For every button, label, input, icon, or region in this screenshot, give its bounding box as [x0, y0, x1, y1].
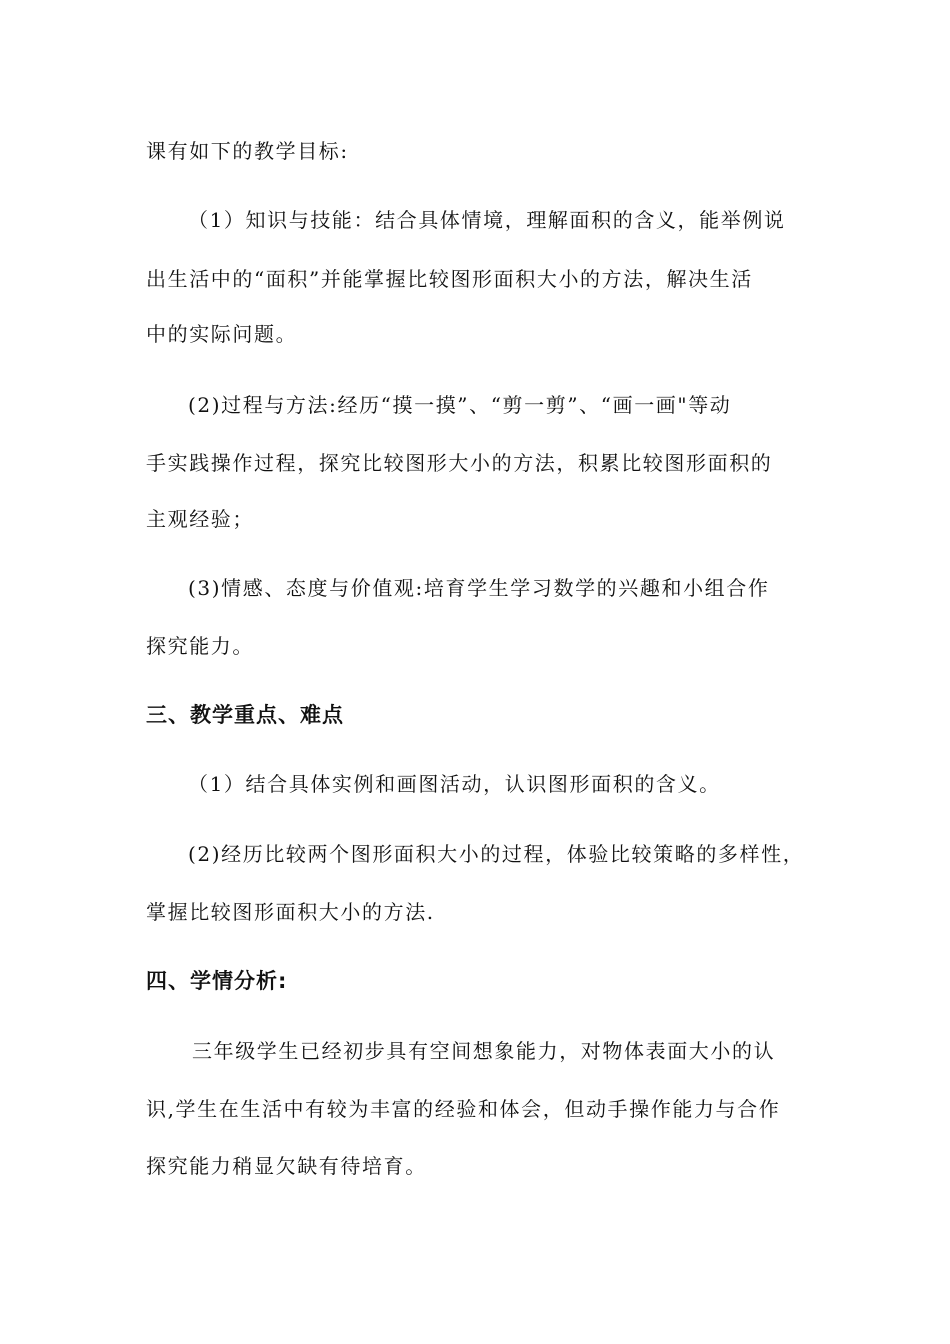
section-3-item-2-line-1: (2)经历比较两个图形面积大小的过程，体验比较策略的多样性，	[188, 842, 805, 866]
section-3-heading: 三、教学重点、难点	[146, 703, 344, 727]
section-4-line-2: 识,学生在生活中有较为丰富的经验和体会，但动手操作能力与合作	[146, 1097, 781, 1121]
goal-2-line-3: 主观经验；	[146, 507, 254, 531]
section-4-heading: 四、学情分析:	[146, 969, 288, 993]
intro-line: 课有如下的教学目标:	[146, 139, 349, 163]
section-4-line-1: 三年级学生已经初步具有空间想象能力，对物体表面大小的认	[192, 1039, 776, 1063]
goal-1-line-2: 出生活中的“面积”并能掌握比较图形面积大小的方法，解决生活	[146, 267, 753, 291]
goal-3-line-1: (3)情感、态度与价值观:培育学生学习数学的兴趣和小组合作	[188, 576, 770, 600]
goal-3-line-2: 探究能力。	[146, 634, 254, 658]
goal-2-line-1: (2)过程与方法:经历“摸一摸”、“剪一剪”、“画一画"等动	[188, 393, 732, 417]
goal-2-line-2: 手实践操作过程，探究比较图形大小的方法，积累比较图形面积的	[146, 451, 773, 475]
section-4-line-3: 探究能力稍显欠缺有待培育。	[146, 1154, 427, 1178]
section-3-item-1-line-1: （1）结合具体实例和画图活动，认识图形面积的含义。	[188, 772, 721, 796]
section-3-item-2-line-2: 掌握比较图形面积大小的方法.	[146, 900, 435, 924]
goal-1-line-3: 中的实际问题。	[146, 322, 298, 346]
goal-1-line-1: （1）知识与技能：结合具体情境，理解面积的含义，能举例说	[188, 208, 786, 232]
